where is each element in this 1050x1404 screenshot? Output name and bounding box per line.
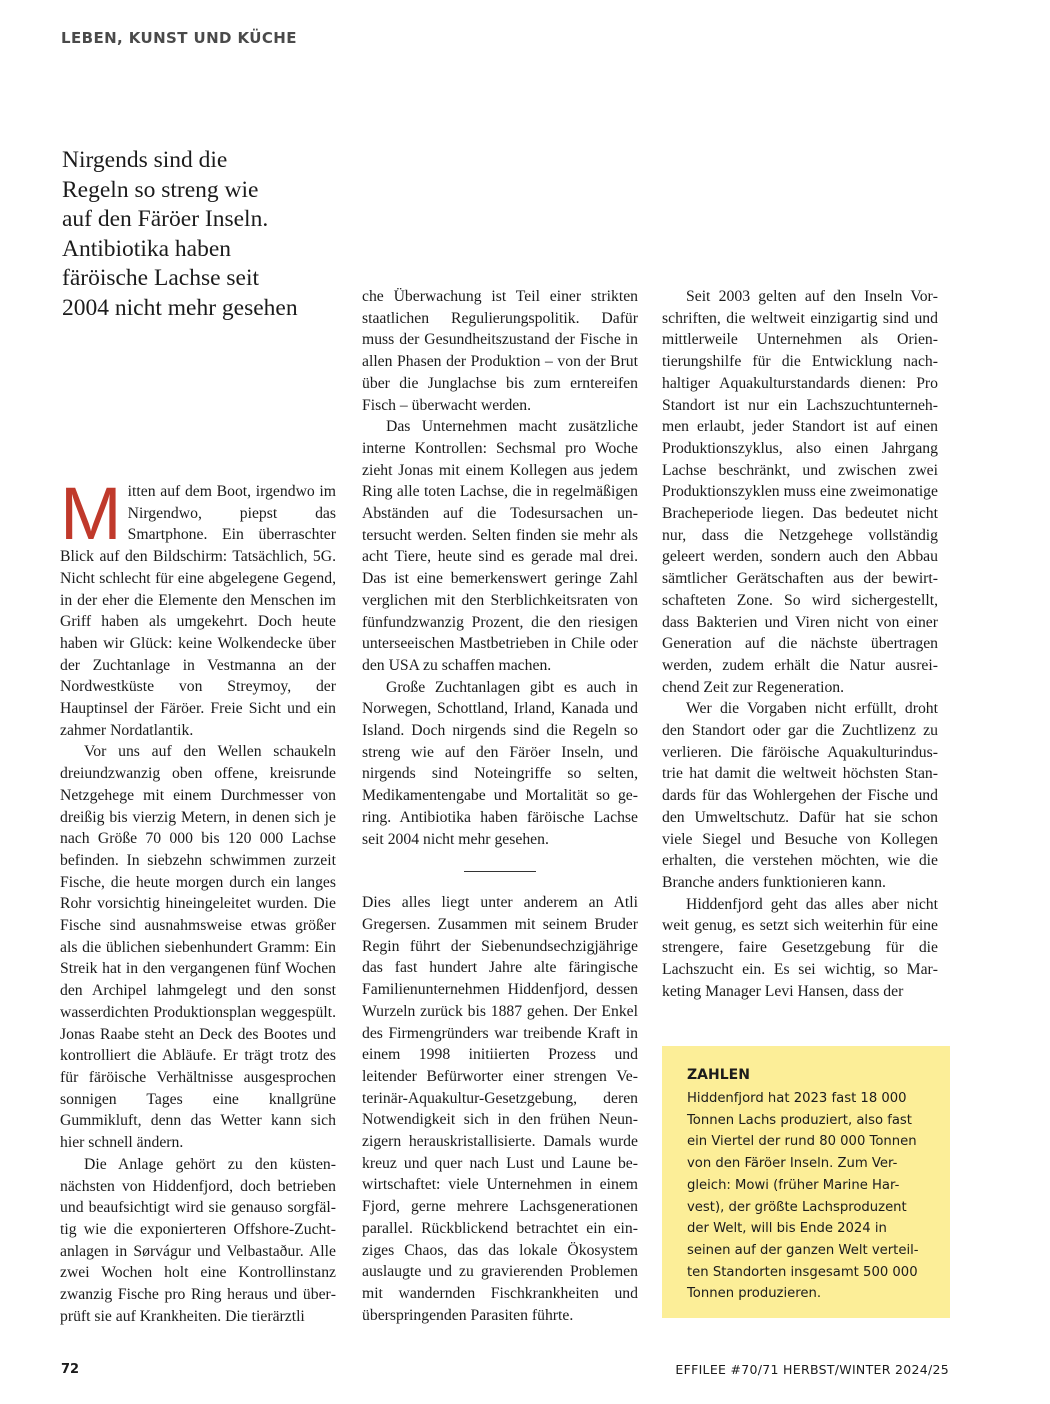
pull-quote-line: Nirgends sind die (62, 147, 228, 173)
pull-quote-line: Antibiotika haben (62, 235, 232, 262)
drop-cap: M (60, 472, 122, 555)
facts-box (662, 1046, 950, 1318)
facts-box-line: ein Viertel der rund 80 000 Tonnen (687, 1134, 917, 1150)
article-paragraph: Wer die Vorgaben nicht erfüllt, droht den Standort oder gar die Zuchtlizenz zu verlieren. Die färöische Aquakulturindustrie hat damit die weltweit höchsten Standards für das Wohlergehen der Fische und den Umweltschutz. Dafür hat sie schon viele Siegel und Besuche von Kollegen erhalten, die verstehen möchten, wie die Branche anders funktionieren kann. (662, 700, 938, 891)
paragraph-text: itten auf dem Boot, irgendwo im Nirgendwo, piepst das Smartphone. Ein überraschter Blick auf den Bildschirm: Tatsächlich, 5G. Nicht schlecht für eine abgelegene Gegend, in der eher die Elemente den Menschen im Griff haben als umgekehrt. Doch heute haben wir Glück: keine Wolkendecke über der Zuchtanlage in Vestmanna an der Nordwestküste von Streymoy, der Hauptinsel der Färöer. Freie Sicht und ein zahmer Nordatlantik. (60, 483, 336, 739)
article-paragraph: Große Zuchtanlagen gibt es auch in Norwegen, Schottland, Irland, Kanada und Island. Doch nirgends sind die Regeln so streng wie auf den Färöer Inseln, und nirgends sind Noteingriffe so selten, Medikamentengabe und Mortalität so gering. Antibiotika haben färöische Lachse seit 2004 nicht mehr gesehen. (362, 678, 638, 848)
article-column-2 (362, 286, 638, 1326)
pull-quote-line: auf den Färöer Inseln. (62, 206, 269, 232)
facts-box-line: Tonnen Lachs produziert, also fast (687, 1112, 912, 1128)
pull-quote-line: färöische Lachse seit (62, 265, 260, 291)
article-paragraph: Die Anlage gehört zu den küstennächsten von Hiddenfjord, doch betrieben und beaufsichtigt wird sie genauso sorgfältig wie die exponierteren Offshore-Zuchtanlagen in Sørvágur und Velbastaður. Alle zwei Wochen holt eine Kontrollinstanz zwanzig Fische pro Ring heraus und überprüft sie auf Krankheiten. Die tierärztli (60, 1155, 336, 1325)
article-paragraph: Seit 2003 gelten auf den Inseln Vorschriften, die weltweit einzigartig sind und mittlerweile Unternehmen als Orientierungshilfe für die Entwicklung nachhaltiger Aquakulturstandards dienen: Pro Standort ist nur ein Lachszuchtunternehmen erlaubt, jeder Standort ist auf einen Produktionszyklus, also einen Jahrgang Lachse beschränkt, und zwischen zwei Produktionszyklen muss eine zweimonatige Bracheperiode liegen. Das bedeutet nicht nur, dass die Netzgehege vollständig geleert werden, sondern auch den Abbau sämtlicher Gerätschaften aus der bewirtschafteten Zone. So wird sichergestellt, dass Bakterien und Viren nicht von einer Generation auf die nächste übertragen werden, zudem erhält die Natur ausreichend Zeit zur Regeneration. (662, 288, 938, 696)
article-paragraph (60, 472, 336, 741)
pull-quote-line: Regeln so streng wie (62, 176, 259, 203)
facts-box-line: von den Färöer Inseln. Zum Ver- (687, 1156, 898, 1172)
facts-box-line: ten Standorten insgesamt 500 000 (687, 1264, 918, 1280)
pull-quote (62, 146, 342, 323)
facts-box-line: seinen auf der ganzen Welt verteil- (687, 1242, 919, 1258)
article-paragraph: che Überwachung ist Teil einer strikten staatlichen Regulierungspolitik. Dafür muss der Gesundheitszustand der Fische in allen Phasen der Produktion – von der Brut über die Junglachse bis zum erntereifen Fisch – überwacht werden. (362, 288, 638, 414)
issue-info: EFFILEE #70/71 HERBST/WINTER 2024/25 (675, 1362, 949, 1377)
facts-box-line: der Welt, will bis Ende 2024 in (687, 1221, 887, 1237)
article-paragraph: Das Unternehmen macht zusätzliche interne Kontrollen: Sechsmal pro Woche zieht Jonas mit einem Kollegen aus jedem Ring alle toten Lachse, die in regelmäßigen Abständen auf die Todesursachen untersucht werden. Selten finden sie mehr als acht Tiere, heute sind es gerade mal drei. Das ist eine bemerkenswert geringe Zahl verglichen mit den Sterblichkeitsraten von fünfundzwanzig Prozent, die den riesigen unterseeischen Mastbetrieben in Chile oder den USA zu schaffen machen. (362, 418, 638, 674)
section-label: LEBEN, KUNST UND KÜCHE (61, 29, 297, 47)
page-number: 72 (61, 1362, 80, 1377)
article-paragraph: Dies alles liegt unter anderem an Atli Gregersen. Zusammen mit seinem Bruder Regin führt der Siebenundsechzigjährige das fast hundert Jahre alte färingische Familienunternehmen Hiddenfjord, dessen Wurzeln zurück bis 1887 gehen. Der Enkel des Firmengründers war treibende Kraft in einem 1998 initiierten Prozess und leitender Befürworter einer strengen Veterinär-Aquakultur-Gesetzgebung, deren Notwendigkeit sich in den frühen Neunzigern herauskristallisierte. Damals wurde kreuz und quer nach Lust und Laune bewirtschaftet: viele Unternehmen in einem Fjord, gerne mehrere Lachsgenerationen parallel. Rückblickend betrachtet ein einziges Chaos, das das lokale Ökosystem auslaugte und zu gravierenden Problemen mit wandernden Fischkrankheiten und überspringenden Parasiten führte. (362, 894, 638, 1324)
article-paragraph: Hiddenfjord geht das alles aber nicht weit genug, es setzt sich weiterhin für eine strengere, faire Gesetzgebung für die Lachszucht ein. Es sei wichtig, so Marketing Manager Levi Hansen, dass der (662, 895, 938, 1000)
facts-box-line: Hiddenfjord hat 2023 fast 18 000 (687, 1091, 907, 1106)
article-column-1 (60, 472, 336, 1327)
facts-box-line: vest), der größte Lachsproduzent (687, 1199, 907, 1215)
facts-box-line: Tonnen produzieren. (687, 1286, 822, 1302)
article-column-3 (662, 286, 938, 1002)
pull-quote-line: 2004 nicht mehr gesehen (62, 294, 298, 321)
facts-box-title: ZAHLEN (687, 1067, 750, 1083)
section-divider (464, 871, 536, 872)
facts-box-text (687, 1088, 927, 1305)
facts-box-line: gleich: Mowi (früher Marine Har- (687, 1177, 900, 1193)
article-paragraph: Vor uns auf den Wellen schaukeln dreiundzwanzig oben offene, kreisrunde Netzgehege mit einem Durchmesser von dreißig bis vierzig Metern, in denen sich je nach Größe 70 000 bis 120 000 Lachse befinden. In siebzehn schwimmen zurzeit Fische, die heute morgen durch ein langes Rohr vorsichtig hineingeleitet wurden. Die Fische sind ausnahmsweise etwas größer als die üblichen siebenhundert Gramm: Ein Streik hat in den vergangenen fünf Wochen den Archipel lahmgelegt und den sonst wasserdichten Produktionsplan weggespült. Jonas Raabe steht an Deck des Bootes und kontrolliert die Abläufe. Er trägt trotz des für färöische Verhältnisse ausgesprochen sonnigen Tages eine knallgrüne Gummikluft, denn das Wetter kann sich hier schnell ändern. (60, 743, 336, 1152)
